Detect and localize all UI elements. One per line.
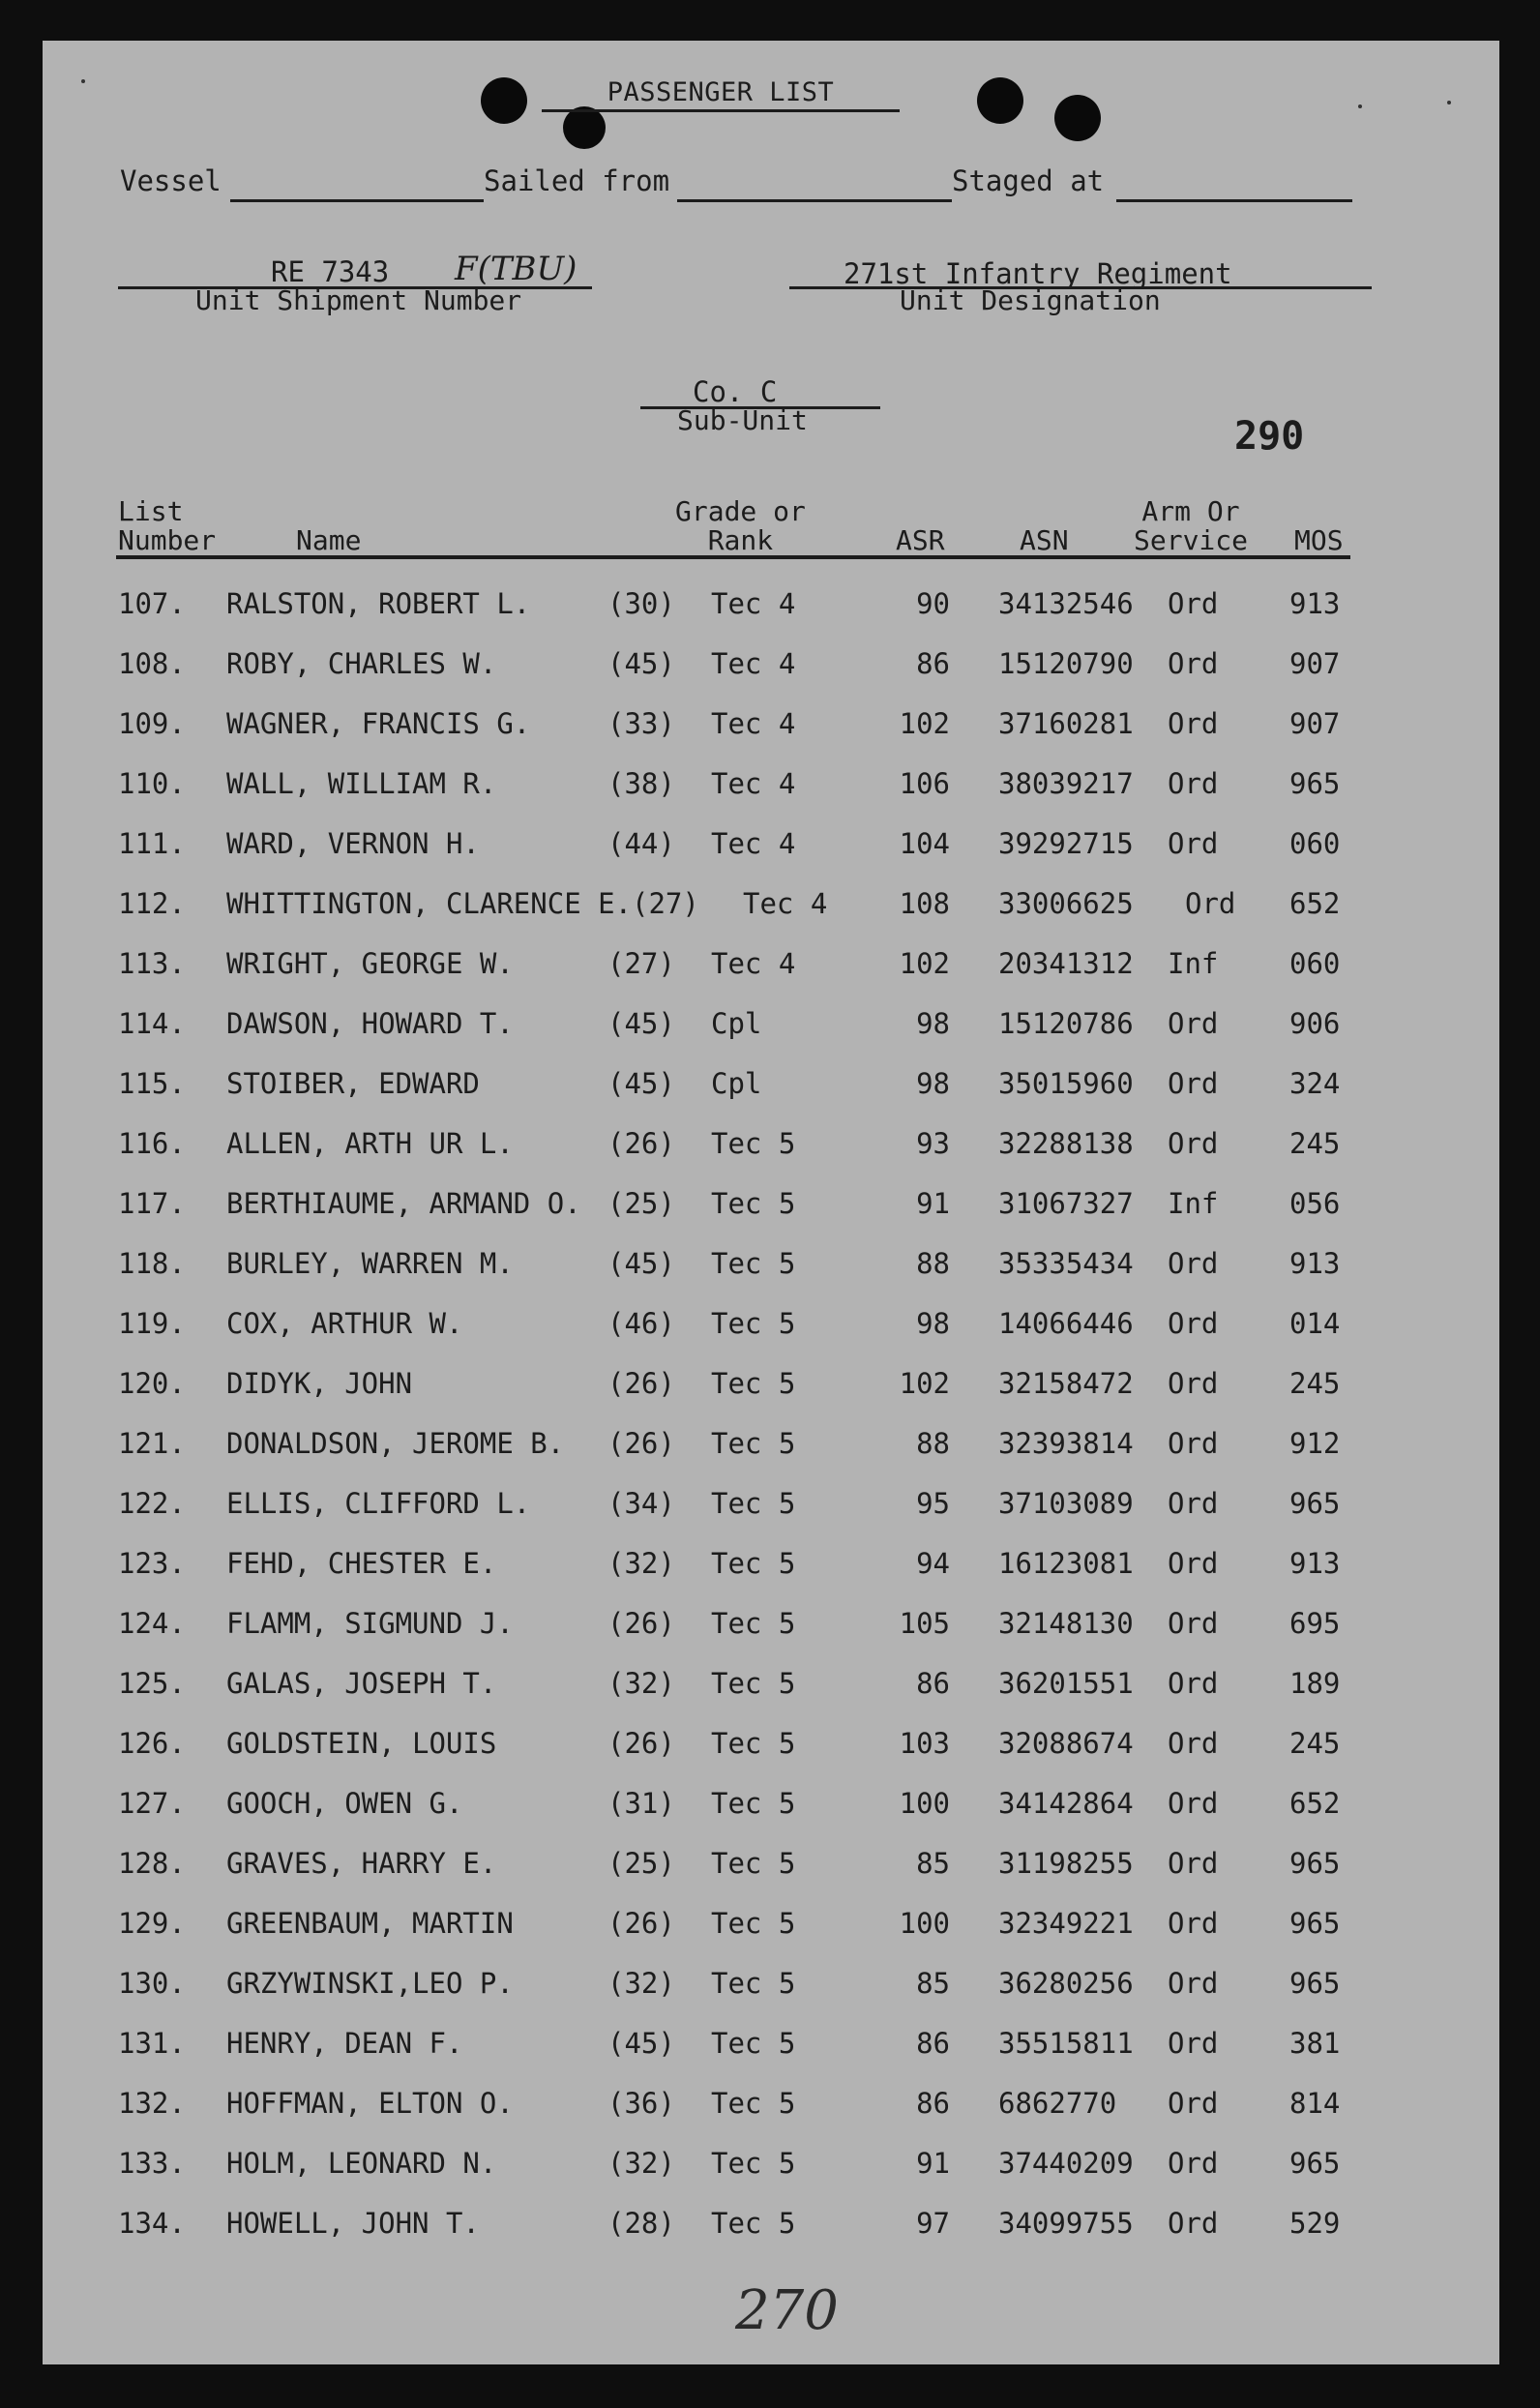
cell-asn: 33006625 [998,887,1134,920]
page-number: 290 [1234,414,1305,459]
cell-name: DAWSON, HOWARD T. [226,1007,514,1040]
table-row [0,1784,1540,1823]
cell-num: 112. [118,887,186,920]
cell-name: HENRY, DEAN F. [226,2027,463,2060]
cell-grade: Tec 5 [711,1367,796,1400]
cell-asr: 103 [899,1727,950,1760]
cell-mos: 324 [1289,1067,1341,1100]
cell-asn: 35015960 [998,1067,1134,1100]
cell-grade: Tec 5 [711,1727,796,1760]
cell-grade: Tec 5 [711,1187,796,1220]
punch-hole [1054,95,1101,141]
cell-mos: 060 [1289,827,1341,860]
table-row [0,1844,1540,1883]
cell-grade: Tec 4 [743,887,828,920]
cell-num: 126. [118,1727,186,1760]
cell-asn: 32349221 [998,1907,1134,1940]
table-row [0,1064,1540,1103]
table-row [0,1484,1540,1523]
table-row [0,1604,1540,1643]
cell-num: 121. [118,1427,186,1460]
table-row [0,1184,1540,1223]
cell-arm: Ord [1168,1847,1219,1880]
cell-arm: Ord [1185,887,1236,920]
cell-num: 109. [118,707,186,740]
cell-mos: 907 [1289,707,1341,740]
cell-name: ALLEN, ARTH UR L. [226,1127,514,1160]
cell-grade: Tec 5 [711,1487,796,1520]
cell-arm: Ord [1168,1247,1219,1280]
sub-unit-value: Co. C [693,375,778,408]
cell-grade: Tec 5 [711,1247,796,1280]
cell-age: (36) [607,2087,675,2120]
cell-grade: Tec 5 [711,1907,796,1940]
cell-arm: Ord [1168,1367,1219,1400]
cell-name: WHITTINGTON, CLARENCE E. [226,887,633,920]
cell-grade: Tec 4 [711,827,796,860]
cell-mos: 912 [1289,1427,1341,1460]
cell-asn: 14066446 [998,1307,1134,1340]
cell-asr: 98 [916,1007,950,1040]
cell-age: (45) [607,1247,675,1280]
cell-mos: 060 [1289,947,1341,980]
cell-asn: 32088674 [998,1727,1134,1760]
document-title: PASSENGER LIST [542,77,900,112]
cell-num: 123. [118,1547,186,1580]
cell-age: (26) [607,1427,675,1460]
cell-num: 115. [118,1067,186,1100]
cell-name: GREENBAUM, MARTIN [226,1907,514,1940]
cell-age: (26) [607,1727,675,1760]
cell-num: 127. [118,1787,186,1820]
cell-name: GRAVES, HARRY E. [226,1847,497,1880]
cell-age: (45) [607,2027,675,2060]
cell-age: (32) [607,1967,675,2000]
cell-arm: Inf [1168,1187,1219,1220]
cell-asn: 15120786 [998,1007,1134,1040]
cell-age: (34) [607,1487,675,1520]
cell-name: BERTHIAUME, ARMAND O. [226,1187,581,1220]
cell-grade: Tec 4 [711,587,796,620]
cell-mos: 056 [1289,1187,1341,1220]
cell-num: 129. [118,1907,186,1940]
col-arm-line1: Arm Or [1141,495,1240,527]
sub-unit-caption: Sub-Unit [677,404,808,436]
cell-asr: 88 [916,1247,950,1280]
cell-name: STOIBER, EDWARD [226,1067,480,1100]
cell-grade: Tec 5 [711,2207,796,2240]
cell-grade: Tec 4 [711,647,796,680]
cell-mos: 965 [1289,1847,1341,1880]
cell-num: 133. [118,2147,186,2180]
cell-arm: Ord [1168,827,1219,860]
cell-mos: 906 [1289,1007,1341,1040]
table-row [0,704,1540,743]
speck [1447,101,1451,104]
cell-grade: Tec 5 [711,1127,796,1160]
punch-hole [563,106,606,149]
handwritten-footer-number: 270 [735,2279,839,2342]
table-row [0,1304,1540,1343]
cell-arm: Ord [1168,1307,1219,1340]
col-list-line1: List [118,495,184,527]
cell-age: (45) [607,1067,675,1100]
cell-num: 131. [118,2027,186,2060]
cell-mos: 965 [1289,1967,1341,2000]
col-list-line2: Number [118,524,217,556]
cell-asr: 85 [916,1967,950,2000]
cell-mos: 907 [1289,647,1341,680]
cell-num: 119. [118,1307,186,1340]
cell-arm: Ord [1168,1547,1219,1580]
cell-mos: 245 [1289,1367,1341,1400]
cell-name: GALAS, JOSEPH T. [226,1667,497,1700]
cell-num: 108. [118,647,186,680]
cell-asn: 38039217 [998,767,1134,800]
cell-grade: Tec 5 [711,1307,796,1340]
cell-mos: 652 [1289,1787,1341,1820]
cell-asr: 98 [916,1067,950,1100]
table-row [0,2204,1540,2243]
cell-grade: Tec 5 [711,1607,796,1640]
cell-asn: 37103089 [998,1487,1134,1520]
cell-arm: Ord [1168,767,1219,800]
cell-mos: 529 [1289,2207,1341,2240]
cell-asn: 34099755 [998,2207,1134,2240]
cell-name: HOFFMAN, ELTON O. [226,2087,514,2120]
cell-asn: 32288138 [998,1127,1134,1160]
cell-age: (26) [607,1367,675,1400]
cell-age: (26) [607,1907,675,1940]
table-row [0,1664,1540,1703]
cell-age: (32) [607,1547,675,1580]
table-row [0,764,1540,803]
cell-asr: 105 [899,1607,950,1640]
cell-age: (33) [607,707,675,740]
cell-asn: 35335434 [998,1247,1134,1280]
cell-name: DIDYK, JOHN [226,1367,413,1400]
cell-asn: 15120790 [998,647,1134,680]
cell-num: 120. [118,1367,186,1400]
table-row [0,1364,1540,1403]
col-asn: ASN [1020,524,1069,556]
cell-grade: Tec 5 [711,2027,796,2060]
cell-asr: 100 [899,1787,950,1820]
cell-name: WRIGHT, GEORGE W. [226,947,514,980]
col-grade-line2: Rank [707,524,774,556]
table-row [0,2144,1540,2183]
cell-name: GOLDSTEIN, LOUIS [226,1727,497,1760]
cell-mos: 189 [1289,1667,1341,1700]
cell-mos: 695 [1289,1607,1341,1640]
cell-num: 124. [118,1607,186,1640]
cell-mos: 913 [1289,1247,1341,1280]
cell-arm: Ord [1168,2087,1219,2120]
cell-age: (32) [607,1667,675,1700]
cell-num: 125. [118,1667,186,1700]
cell-arm: Inf [1168,947,1219,980]
cell-asn: 32148130 [998,1607,1134,1640]
cell-grade: Tec 5 [711,2087,796,2120]
cell-grade: Tec 5 [711,1427,796,1460]
cell-age: (45) [607,647,675,680]
cell-arm: Ord [1168,1667,1219,1700]
cell-age: (46) [607,1307,675,1340]
cell-age: (44) [607,827,675,860]
cell-mos: 014 [1289,1307,1341,1340]
cell-asn: 32158472 [998,1367,1134,1400]
cell-grade: Cpl [711,1007,762,1040]
cell-age: (25) [607,1187,675,1220]
unit-shipment-number: RE 7343 [271,255,390,288]
cell-mos: 652 [1289,887,1341,920]
table-row [0,1244,1540,1283]
cell-asn: 31198255 [998,1847,1134,1880]
cell-num: 114. [118,1007,186,1040]
cell-mos: 245 [1289,1127,1341,1160]
cell-grade: Tec 5 [711,1547,796,1580]
cell-num: 134. [118,2207,186,2240]
cell-asr: 97 [916,2207,950,2240]
cell-asr: 85 [916,1847,950,1880]
col-arm-service [1134,497,1248,555]
cell-grade: Tec 5 [711,1847,796,1880]
col-mos: MOS [1294,524,1344,556]
cell-asr: 95 [916,1487,950,1520]
cell-asr: 88 [916,1427,950,1460]
cell-age: (25) [607,1847,675,1880]
sailed-from-label: Sailed from [484,164,670,197]
cell-arm: Ord [1168,1607,1219,1640]
cell-grade: Tec 4 [711,707,796,740]
cell-grade: Tec 5 [711,1787,796,1820]
cell-arm: Ord [1168,1487,1219,1520]
cell-asr: 108 [899,887,950,920]
col-name: Name [296,524,362,556]
table-row [0,2024,1540,2063]
cell-age: (45) [607,1007,675,1040]
cell-num: 111. [118,827,186,860]
table-row [0,1424,1540,1463]
cell-mos: 381 [1289,2027,1341,2060]
cell-asn: 6862770 [998,2087,1117,2120]
cell-arm: Ord [1168,1427,1219,1460]
table-row [0,1124,1540,1163]
unit-shipment-number-caption: Unit Shipment Number [195,284,522,316]
cell-arm: Ord [1168,1007,1219,1040]
cell-num: 113. [118,947,186,980]
col-grade-line1: Grade or [675,495,806,527]
col-asr: ASR [896,524,945,556]
cell-asr: 86 [916,2087,950,2120]
cell-mos: 965 [1289,2147,1341,2180]
cell-grade: Tec 5 [711,1667,796,1700]
unit-designation: 271st Infantry Regiment [844,257,1232,290]
cell-asn: 36280256 [998,1967,1134,2000]
cell-arm: Ord [1168,2207,1219,2240]
cell-num: 130. [118,1967,186,2000]
cell-mos: 814 [1289,2087,1341,2120]
cell-arm: Ord [1168,1907,1219,1940]
cell-age: (38) [607,767,675,800]
cell-asn: 39292715 [998,827,1134,860]
cell-arm: Ord [1168,2147,1219,2180]
cell-arm: Ord [1168,707,1219,740]
cell-asr: 91 [916,2147,950,2180]
cell-grade: Tec 4 [711,767,796,800]
cell-mos: 965 [1289,767,1341,800]
cell-num: 110. [118,767,186,800]
cell-asr: 102 [899,947,950,980]
cell-asn: 34142864 [998,1787,1134,1820]
cell-grade: Cpl [711,1067,762,1100]
cell-name: GRZYWINSKI,LEO P. [226,1967,514,2000]
staged-at-label: Staged at [952,164,1105,197]
cell-arm: Ord [1168,1727,1219,1760]
cell-mos: 245 [1289,1727,1341,1760]
cell-grade: Tec 5 [711,2147,796,2180]
cell-asn: 34132546 [998,587,1134,620]
cell-arm: Ord [1168,587,1219,620]
cell-name: ROBY, CHARLES W. [226,647,497,680]
cell-name: WARD, VERNON H. [226,827,480,860]
col-arm-line2: Service [1134,524,1249,556]
sailed-from-blank [677,199,952,202]
table-row [0,584,1540,623]
cell-asr: 98 [916,1307,950,1340]
vessel-blank [230,199,484,202]
cell-asn: 37440209 [998,2147,1134,2180]
table-row [0,884,1540,923]
punch-hole [481,77,527,124]
cell-arm: Ord [1168,2027,1219,2060]
cell-age: (32) [607,2147,675,2180]
cell-asr: 86 [916,1667,950,1700]
cell-asr: 100 [899,1907,950,1940]
cell-asn: 32393814 [998,1427,1134,1460]
cell-age: (28) [607,2207,675,2240]
cell-asr: 93 [916,1127,950,1160]
cell-name: ELLIS, CLIFFORD L. [226,1487,531,1520]
punch-hole [977,77,1023,124]
table-row [0,944,1540,983]
cell-arm: Ord [1168,1967,1219,2000]
header-rule [116,555,1350,559]
cell-num: 118. [118,1247,186,1280]
cell-asr: 102 [899,1367,950,1400]
unit-designation-caption: Unit Designation [900,284,1161,316]
handwritten-note: F(TBU) [455,250,578,288]
cell-name: FLAMM, SIGMUND J. [226,1607,514,1640]
table-row [0,1544,1540,1583]
table-row [0,824,1540,863]
cell-asn: 20341312 [998,947,1134,980]
col-list-number [118,497,216,555]
cell-asn: 37160281 [998,707,1134,740]
cell-name: COX, ARTHUR W. [226,1307,463,1340]
table-row [0,644,1540,683]
cell-asr: 86 [916,647,950,680]
cell-asn: 16123081 [998,1547,1134,1580]
cell-name: RALSTON, ROBERT L. [226,587,531,620]
cell-name: HOLM, LEONARD N. [226,2147,497,2180]
cell-grade: Tec 5 [711,1967,796,2000]
cell-asn: 35515811 [998,2027,1134,2060]
table-row [0,2084,1540,2123]
cell-asn: 31067327 [998,1187,1134,1220]
cell-age: (31) [607,1787,675,1820]
staged-at-blank [1116,199,1352,202]
table-row [0,1004,1540,1043]
cell-age: (27) [632,887,699,920]
cell-asr: 91 [916,1187,950,1220]
cell-name: DONALDSON, JEROME B. [226,1427,565,1460]
cell-name: WAGNER, FRANCIS G. [226,707,531,740]
cell-asr: 104 [899,827,950,860]
cell-age: (26) [607,1607,675,1640]
table-row [0,1724,1540,1763]
cell-arm: Ord [1168,1787,1219,1820]
cell-grade: Tec 4 [711,947,796,980]
cell-asr: 102 [899,707,950,740]
cell-asr: 90 [916,587,950,620]
cell-age: (26) [607,1127,675,1160]
cell-num: 132. [118,2087,186,2120]
table-row [0,1964,1540,2003]
cell-asr: 94 [916,1547,950,1580]
cell-arm: Ord [1168,1067,1219,1100]
cell-name: FEHD, CHESTER E. [226,1547,497,1580]
cell-name: WALL, WILLIAM R. [226,767,497,800]
cell-num: 107. [118,587,186,620]
cell-age: (27) [607,947,675,980]
cell-arm: Ord [1168,647,1219,680]
cell-arm: Ord [1168,1127,1219,1160]
cell-age: (30) [607,587,675,620]
cell-num: 117. [118,1187,186,1220]
cell-asn: 36201551 [998,1667,1134,1700]
cell-name: GOOCH, OWEN G. [226,1787,463,1820]
cell-name: BURLEY, WARREN M. [226,1247,514,1280]
cell-asr: 86 [916,2027,950,2060]
cell-num: 128. [118,1847,186,1880]
cell-mos: 965 [1289,1487,1341,1520]
cell-asr: 106 [899,767,950,800]
cell-mos: 913 [1289,1547,1341,1580]
cell-mos: 913 [1289,587,1341,620]
cell-name: HOWELL, JOHN T. [226,2207,480,2240]
vessel-label: Vessel [120,164,222,197]
table-row [0,1904,1540,1943]
cell-mos: 965 [1289,1907,1341,1940]
speck [1358,104,1362,108]
cell-num: 122. [118,1487,186,1520]
col-grade [675,497,806,555]
speck [81,79,85,83]
cell-num: 116. [118,1127,186,1160]
